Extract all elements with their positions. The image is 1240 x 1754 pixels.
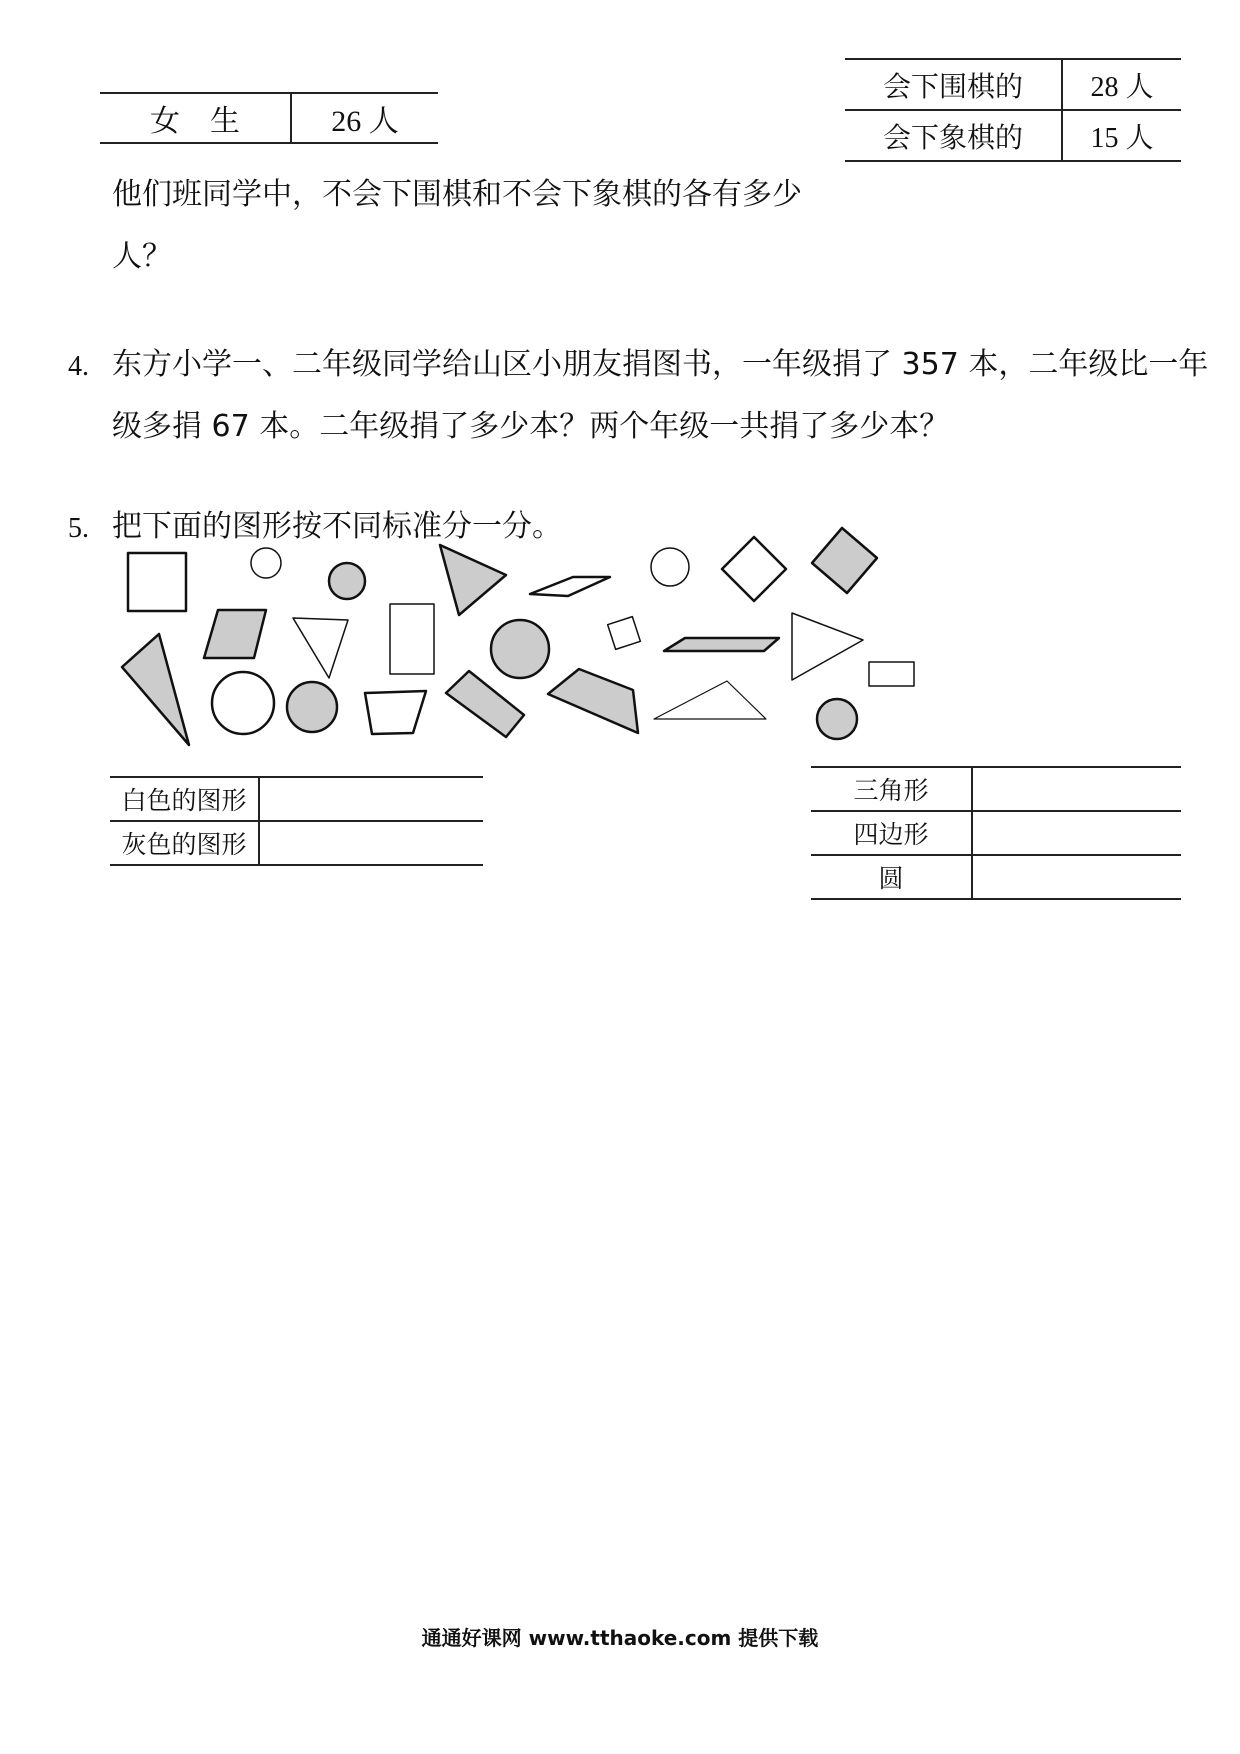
- circle-label: 圆: [811, 855, 972, 899]
- white-shapes-label: 白色的图形: [110, 777, 259, 821]
- gray-square-shape: [812, 528, 877, 593]
- white-circle-shape: [251, 548, 281, 578]
- white-triangle-shape: [293, 618, 348, 678]
- footer-credit: 通通好课网 www.tthaoke.com 提供下载: [421, 1626, 819, 1650]
- white-triangle-shape: [654, 681, 766, 719]
- gray-rectangle-shape: [446, 671, 524, 737]
- q4-line2: 级多捐 67 本。二年级捐了多少本？两个年级一共捐了多少本？: [112, 409, 950, 444]
- q5-instruction: 把下面的图形按不同标准分一分。: [112, 509, 562, 544]
- q3-question-line1: 他们班同学中，不会下围棋和不会下象棋的各有多少: [112, 177, 802, 212]
- white-square-shape: [128, 553, 186, 611]
- table-row: [110, 821, 483, 865]
- color-classification-table: [110, 776, 483, 866]
- quadrilateral-answer[interactable]: [972, 811, 1181, 855]
- girls-label: 女 生: [100, 93, 291, 143]
- circle-answer[interactable]: [972, 855, 1181, 899]
- table-row: [811, 855, 1181, 899]
- gray-circle-shape: [329, 563, 365, 599]
- white-quadrilateral-shape: [365, 691, 426, 734]
- white-shapes-answer[interactable]: [259, 777, 483, 821]
- table-row: [110, 777, 483, 821]
- gray-parallelogram-shape: [204, 610, 266, 658]
- white-circle-shape: [651, 548, 689, 586]
- quadrilateral-label: 四边形: [811, 811, 972, 855]
- triangle-label: 三角形: [811, 767, 972, 811]
- xiangqi-label: 会下象棋的: [845, 110, 1062, 161]
- q5-number: 5.: [68, 513, 89, 544]
- gray-circle-shape: [491, 620, 549, 678]
- white-square-shape: [608, 617, 641, 650]
- gray-triangle-shape: [440, 545, 506, 615]
- go-count: 28 人: [1062, 59, 1181, 110]
- go-label: 会下围棋的: [845, 59, 1062, 110]
- gray-quadrilateral-shape: [548, 669, 638, 733]
- table-row: [811, 811, 1181, 855]
- white-square-shape: [722, 537, 786, 601]
- white-triangle-shape: [792, 613, 863, 680]
- gray-parallelogram-shape: [664, 638, 779, 651]
- gray-circle-shape: [817, 699, 857, 739]
- gray-triangle-shape: [122, 634, 189, 745]
- xiangqi-count: 15 人: [1062, 110, 1181, 161]
- white-parallelogram-shape: [530, 577, 610, 596]
- q3-question-line2: 人？: [112, 239, 172, 274]
- girls-count: 26 人: [291, 93, 438, 143]
- q4-number: 4.: [68, 351, 89, 382]
- triangle-answer[interactable]: [972, 767, 1181, 811]
- gray-shapes-label: 灰色的图形: [110, 821, 259, 865]
- q4-line1: 东方小学一、二年级同学给山区小朋友捐图书，一年级捐了 357 本，二年级比一年: [112, 347, 1209, 382]
- white-circle-shape: [212, 672, 274, 734]
- shapes-figure: [0, 0, 1240, 760]
- shape-classification-table: [811, 766, 1181, 900]
- gray-circle-shape: [287, 682, 337, 732]
- gray-shapes-answer[interactable]: [259, 821, 483, 865]
- table-row: [811, 767, 1181, 811]
- white-rectangle-shape: [869, 662, 914, 686]
- white-rectangle-shape: [390, 604, 434, 674]
